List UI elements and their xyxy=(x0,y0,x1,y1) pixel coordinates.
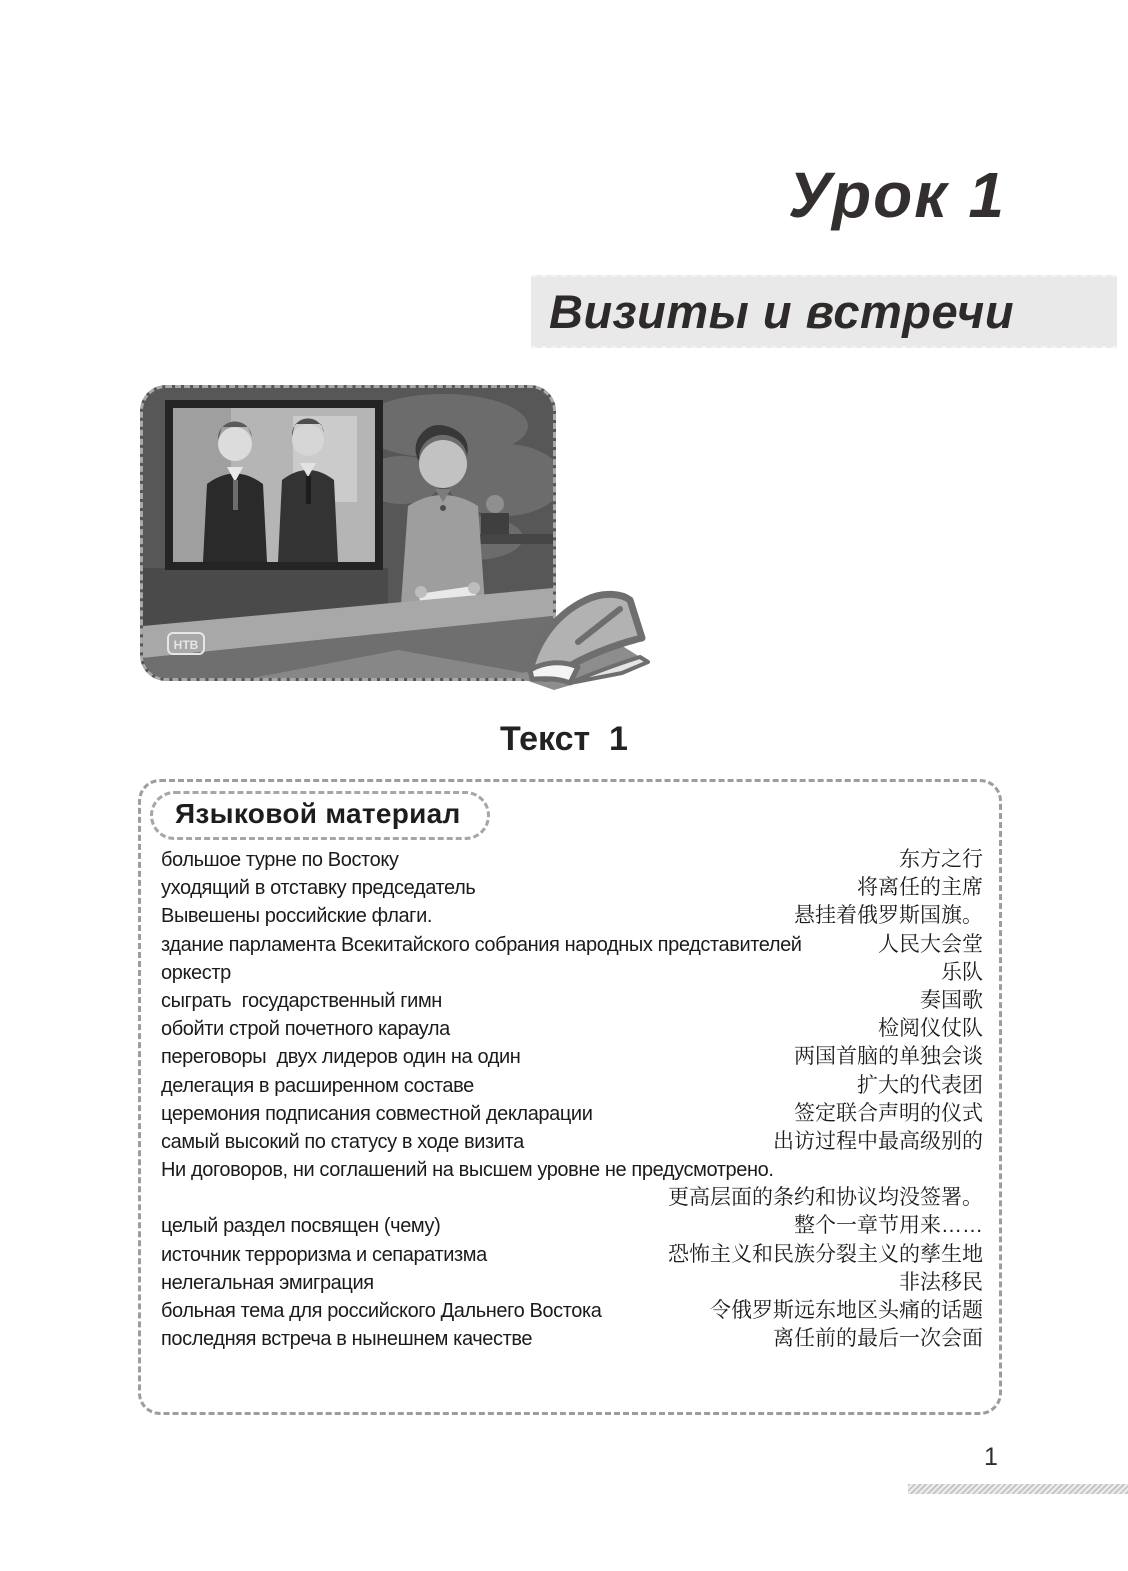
vocab-russian-phrase: оркестр xyxy=(161,961,231,984)
vocab-chinese-translation: 整个一章节用来…… xyxy=(794,1214,983,1238)
vocab-chinese-translation: 两国首脑的单独会谈 xyxy=(794,1045,983,1069)
vocab-row xyxy=(161,1128,983,1156)
book-clipart xyxy=(498,578,658,698)
lesson-title: Урок 1 xyxy=(788,159,1006,231)
vocab-chinese-translation: 人民大会堂 xyxy=(878,932,983,956)
vocab-chinese-translation: 令俄罗斯远东地区头痛的话题 xyxy=(710,1299,983,1322)
vocab-chinese-translation: 扩大的代表团 xyxy=(857,1073,983,1097)
vocab-row xyxy=(161,1072,983,1100)
vocab-chinese-translation: 更高层面的条约和协议均没签署。 xyxy=(668,1186,983,1210)
vocab-chinese-translation: 悬挂着俄罗斯国旗。 xyxy=(794,904,983,928)
book-icon xyxy=(498,578,658,698)
vocab-row xyxy=(161,1297,983,1325)
section-title: Текст 1 xyxy=(500,720,628,758)
vocab-row xyxy=(161,874,983,902)
vocab-russian-phrase: самый высокий по статусу в ходе визита xyxy=(161,1130,524,1153)
vocab-russian-phrase: делегация в расширенном составе xyxy=(161,1074,474,1097)
chapter-banner xyxy=(531,275,1117,348)
vocab-chinese-translation: 恐怖主义和民族分裂主义的孳生地 xyxy=(668,1242,983,1266)
vocab-row xyxy=(161,1212,983,1240)
vocab-row xyxy=(161,1241,983,1269)
ntv-logo-text: НТВ xyxy=(173,638,199,652)
vocab-russian-phrase: целый раздел посвящен (чему) xyxy=(161,1215,441,1238)
vocab-russian-phrase: нелегальная эмиграция xyxy=(161,1271,374,1294)
vocab-chinese-translation: 东方之行 xyxy=(899,848,983,871)
vocab-russian-phrase: церемония подписания совместной декларации xyxy=(161,1102,593,1125)
vocab-row xyxy=(161,931,983,959)
vocab-box xyxy=(138,779,1002,1415)
vocab-list xyxy=(161,846,983,1353)
vocab-row xyxy=(161,1156,983,1184)
vocab-russian-phrase: здание парламента Всекитайского собрания народных представителей xyxy=(161,933,802,956)
vocab-chinese-translation: 离任前的最后一次会面 xyxy=(773,1327,983,1351)
vocab-chinese-translation: 出访过程中最高级别的 xyxy=(773,1129,983,1153)
chapter-banner-title: Визиты и встречи xyxy=(549,285,1015,338)
vocab-russian-phrase: уходящий в отставку председатель xyxy=(161,877,476,900)
vocab-row xyxy=(161,1015,983,1043)
vocab-chinese-translation: 签定联合声明的仪式 xyxy=(794,1101,983,1125)
page-number: 1 xyxy=(984,1443,998,1471)
vocab-chinese-translation: 乐队 xyxy=(941,960,983,984)
vocab-box-label: Языковой материал xyxy=(150,791,490,840)
news-broadcast-photo xyxy=(140,385,556,681)
vocab-chinese-translation: 将离任的主席 xyxy=(857,876,983,900)
vocab-row xyxy=(161,1100,983,1128)
vocab-row xyxy=(161,1269,983,1297)
footer-decoration-bar xyxy=(908,1484,1128,1494)
vocab-russian-phrase: обойти строй почетного караула xyxy=(161,1018,450,1041)
vocab-russian-phrase: Вывешены российские флаги. xyxy=(161,905,433,928)
vocab-chinese-translation: 检阅仪仗队 xyxy=(878,1017,983,1041)
vocab-russian-phrase: сыграть государственный гимн xyxy=(161,989,442,1012)
vocab-row xyxy=(161,959,983,987)
vocab-row xyxy=(161,902,983,930)
vocab-chinese-translation: 奏国歌 xyxy=(920,988,983,1012)
vocab-russian-phrase: последняя встреча в нынешнем качестве xyxy=(161,1328,533,1351)
vocab-row xyxy=(161,1184,983,1212)
vocab-russian-phrase: переговоры двух лидеров один на один xyxy=(161,1046,521,1069)
vocab-russian-phrase: Ни договоров, ни соглашений на высшем уровне не предусмотрено. xyxy=(161,1159,774,1182)
vocab-russian-phrase: больная тема для российского Дальнего Востока xyxy=(161,1300,602,1322)
vocab-russian-phrase: источник терроризма и сепаратизма xyxy=(161,1243,487,1266)
vocab-row xyxy=(161,987,983,1015)
vocab-row xyxy=(161,846,983,874)
vocab-row xyxy=(161,1043,983,1071)
vocab-russian-phrase: большое турне по Востоку xyxy=(161,849,399,871)
vocab-chinese-translation: 非法移民 xyxy=(899,1270,983,1294)
news-photo-illustration xyxy=(143,388,553,678)
screen-politicians xyxy=(165,400,383,570)
vocab-row xyxy=(161,1325,983,1353)
